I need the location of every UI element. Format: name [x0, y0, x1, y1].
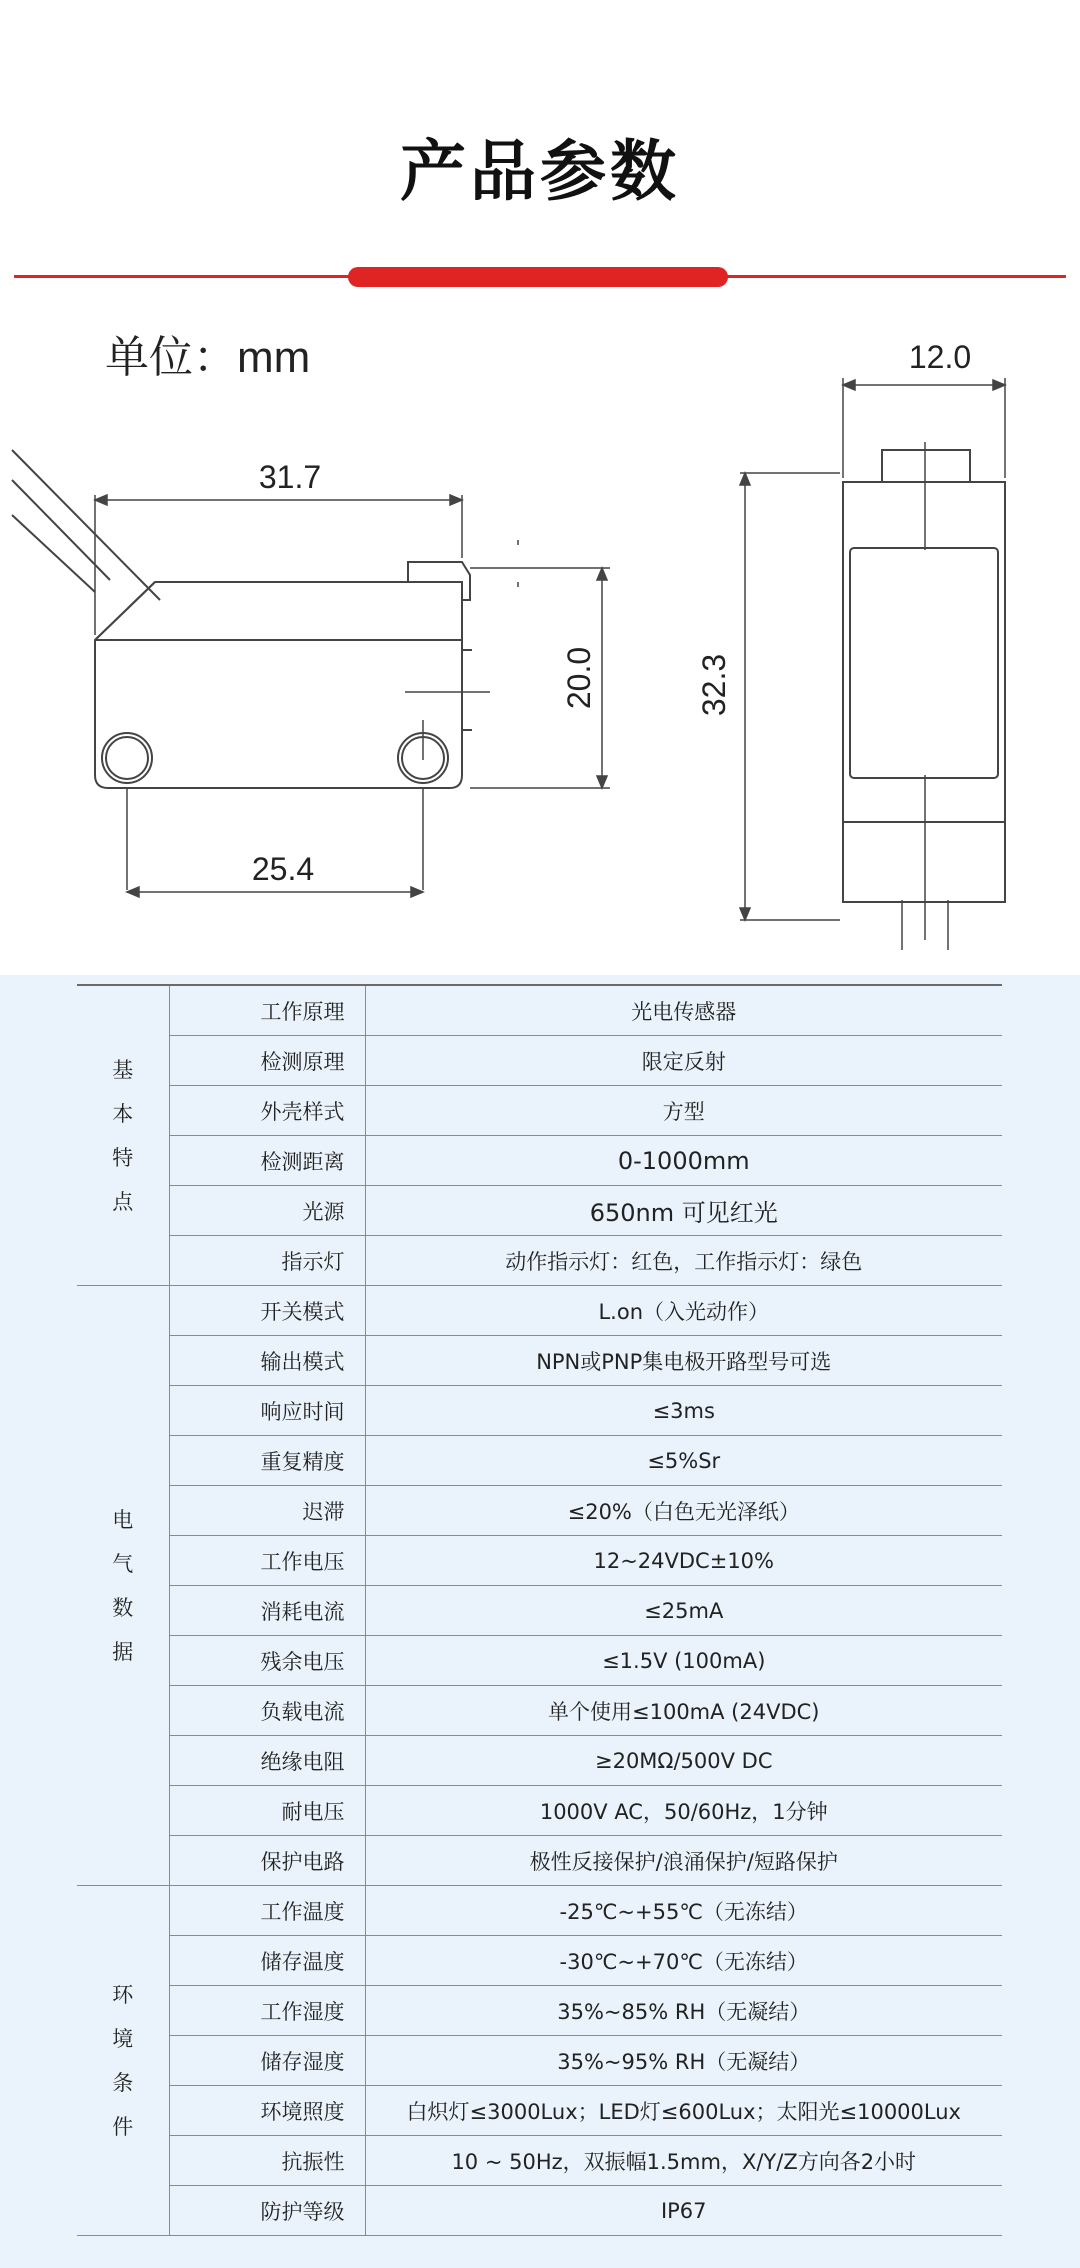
spec-value: ≤25mA [365, 1586, 1002, 1636]
table-row [77, 1036, 1002, 1086]
spec-value: -30℃~+70℃（无冻结） [365, 1936, 1002, 1986]
spec-group-char: 基 [112, 1057, 134, 1082]
spec-group-char: 据 [112, 1639, 134, 1664]
spec-value: 光电传感器 [365, 985, 1002, 1036]
sensor-body-side [95, 582, 462, 788]
spec-value: ≤3ms [365, 1386, 1002, 1436]
spec-value: -25℃~+55℃（无冻结） [365, 1886, 1002, 1936]
table-row [77, 1636, 1002, 1686]
spec-value: 1000V AC，50/60Hz，1分钟 [365, 1786, 1002, 1836]
dim-width-label: 31.7 [258, 459, 322, 495]
table-row [77, 1486, 1002, 1536]
cable-line [12, 515, 95, 592]
table-row [77, 1286, 1002, 1336]
spec-value: 方型 [365, 1086, 1002, 1136]
dim-depth-label: 12.0 [908, 339, 972, 375]
spec-group-char: 环 [112, 1982, 134, 2007]
spec-group-char: 电 [112, 1507, 134, 1532]
spec-label: 工作温度 [169, 1886, 365, 1936]
table-row [77, 985, 1002, 1036]
spec-value: 0-1000mm [365, 1136, 1002, 1186]
spec-label: 负载电流 [169, 1686, 365, 1736]
spec-label: 耐电压 [169, 1786, 365, 1836]
spec-group-char: 点 [112, 1189, 134, 1214]
table-row [77, 1436, 1002, 1486]
spec-group-char: 境 [112, 2026, 134, 2051]
spec-label: 储存湿度 [169, 2036, 365, 2086]
spec-label: 防护等级 [169, 2186, 365, 2236]
spec-value: 极性反接保护/浪涌保护/短路保护 [365, 1836, 1002, 1886]
table-row [77, 2186, 1002, 2236]
table-row [77, 1686, 1002, 1736]
spec-label: 检测原理 [169, 1036, 365, 1086]
spec-label: 储存温度 [169, 1936, 365, 1986]
spec-label: 指示灯 [169, 1236, 365, 1286]
spec-group-char: 条 [112, 2070, 134, 2095]
spec-label: 重复精度 [169, 1436, 365, 1486]
spec-label: 工作湿度 [169, 1986, 365, 2036]
table-row [77, 1336, 1002, 1386]
spec-label: 检测距离 [169, 1136, 365, 1186]
spec-group-name [77, 1286, 169, 1886]
spec-label: 抗振性 [169, 2136, 365, 2186]
spec-label: 响应时间 [169, 1386, 365, 1436]
spec-label: 绝缘电阻 [169, 1736, 365, 1786]
table-row [77, 1886, 1002, 1936]
mounting-hole-left [102, 733, 152, 783]
table-row [77, 1086, 1002, 1136]
spec-group-name [77, 985, 169, 1286]
table-row [77, 2036, 1002, 2086]
table-row [77, 1186, 1002, 1236]
spec-value: 10 ~ 50Hz，双振幅1.5mm，X/Y/Z方向各2小时 [365, 2136, 1002, 2186]
spec-value: L.on（入光动作） [365, 1286, 1002, 1336]
table-row [77, 1586, 1002, 1636]
table-row [77, 1836, 1002, 1886]
table-row [77, 1136, 1002, 1186]
spec-value: NPN或PNP集电极开路型号可选 [365, 1336, 1002, 1386]
table-row [77, 1386, 1002, 1436]
spec-value: ≤20%（白色无光泽纸） [365, 1486, 1002, 1536]
spec-value: 650nm 可见红光 [365, 1186, 1002, 1236]
spec-value: 35%~95% RH（无凝结） [365, 2036, 1002, 2086]
spec-value: 白炽灯≤3000Lux；LED灯≤600Lux；太阳光≤10000Lux [365, 2086, 1002, 2136]
table-row [77, 1786, 1002, 1836]
spec-value: ≥20MΩ/500V DC [365, 1736, 1002, 1786]
spec-table-panel [0, 975, 1080, 2268]
dimension-drawing [0, 300, 1080, 975]
spec-label: 光源 [169, 1186, 365, 1236]
spec-value: 35%~85% RH（无凝结） [365, 1986, 1002, 2036]
spec-value: 12~24VDC±10% [365, 1536, 1002, 1586]
spec-group-char: 本 [112, 1101, 134, 1126]
spec-label: 迟滞 [169, 1486, 365, 1536]
spec-table [77, 984, 1002, 2236]
sensor-base [843, 822, 1005, 902]
spec-group-char: 件 [112, 2114, 134, 2139]
spec-label: 残余电压 [169, 1636, 365, 1686]
table-row [77, 1536, 1002, 1586]
spec-value: IP67 [365, 2186, 1002, 2236]
spec-label: 保护电路 [169, 1836, 365, 1886]
spec-label: 环境照度 [169, 2086, 365, 2136]
spec-value: ≤1.5V (100mA) [365, 1636, 1002, 1686]
spec-value: 限定反射 [365, 1036, 1002, 1086]
dim-total-height-label: 32.3 [696, 653, 732, 717]
table-row [77, 2136, 1002, 2186]
spec-label: 工作电压 [169, 1536, 365, 1586]
spec-value: ≤5%Sr [365, 1436, 1002, 1486]
spec-group-char: 特 [112, 1145, 134, 1170]
dim-height-label: 20.0 [561, 646, 597, 710]
table-row [77, 1736, 1002, 1786]
sensor-lens-window [850, 548, 998, 778]
table-row [77, 1936, 1002, 1986]
spec-label: 输出模式 [169, 1336, 365, 1386]
unit-label: 单位：mm [105, 333, 311, 382]
spec-group-name [77, 1886, 169, 2236]
title-accent-bar [348, 267, 728, 287]
spec-label: 外壳样式 [169, 1086, 365, 1136]
spec-label: 开关模式 [169, 1286, 365, 1336]
spec-label: 工作原理 [169, 985, 365, 1036]
table-row [77, 1236, 1002, 1286]
spec-value: 动作指示灯：红色，工作指示灯：绿色 [365, 1236, 1002, 1286]
spec-label: 消耗电流 [169, 1586, 365, 1636]
table-row [77, 1986, 1002, 2036]
spec-group-char: 数 [112, 1595, 134, 1620]
dim-hole-spacing-label: 25.4 [251, 851, 315, 887]
table-row [77, 2086, 1002, 2136]
spec-group-char: 气 [112, 1551, 134, 1576]
spec-value: 单个使用≤100mA (24VDC) [365, 1686, 1002, 1736]
cable-line [12, 450, 160, 600]
page-title: 产品参数 [400, 133, 680, 210]
sensor-body-front [843, 482, 1005, 822]
